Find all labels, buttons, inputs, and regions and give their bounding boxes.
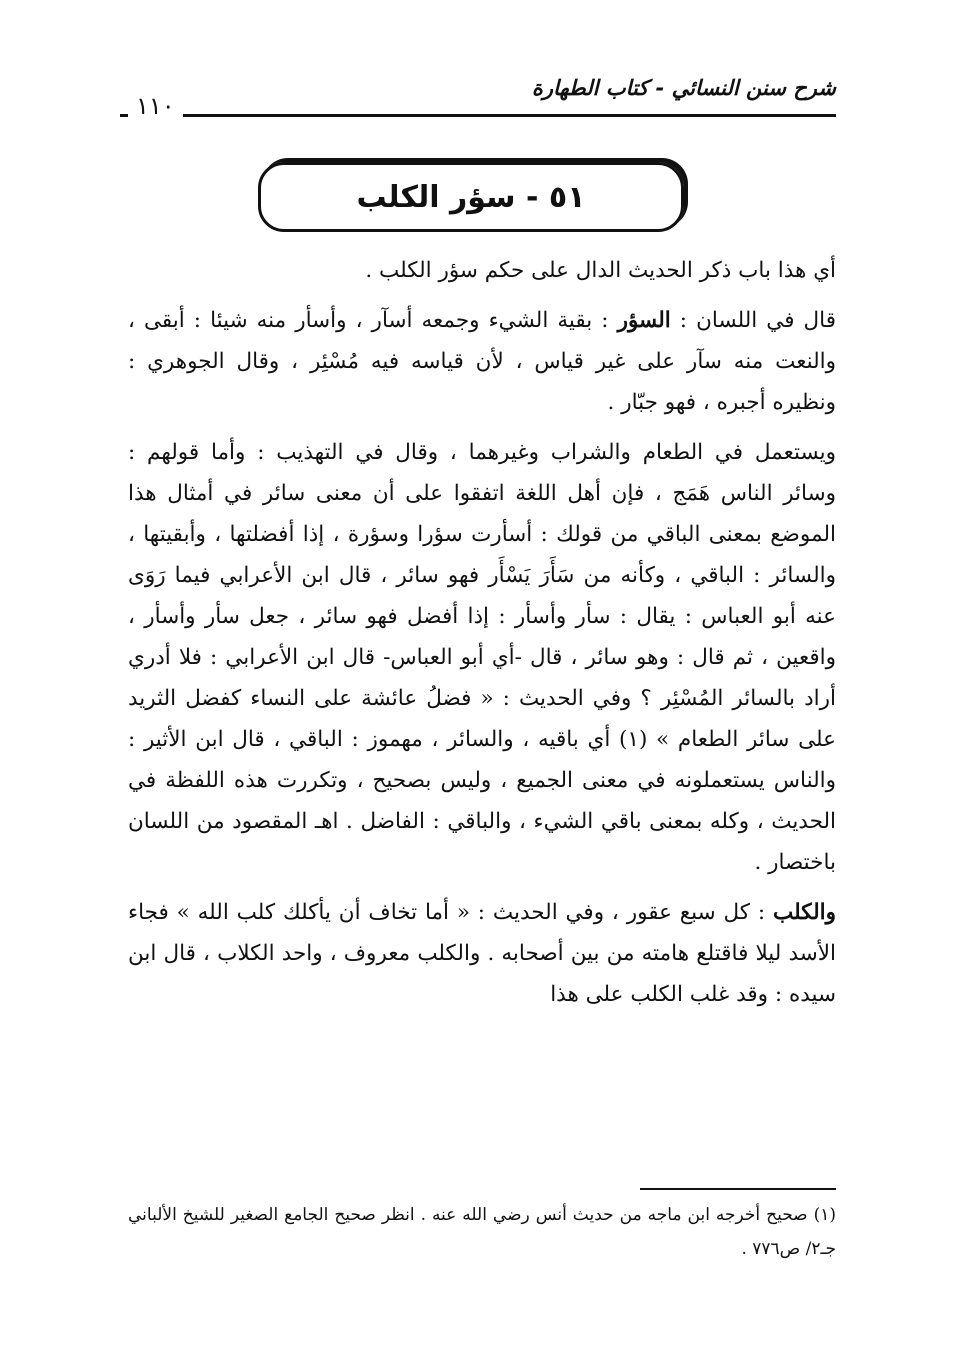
paragraph-intro (128, 250, 836, 291)
chapter-heading-box (258, 162, 684, 232)
paragraph-kalb (128, 892, 836, 1015)
paragraph-text: : بقية الشيء وجمعه أسآر ، وأسأر منه شيئا : أبقى ، والنعت منه سآر على غير قياس ، لأن قياسه فيه مُسْئِر ، وقال الجوهري : ونظيره أجبره ، فهو جبّار . (128, 308, 836, 415)
header-rule (120, 114, 836, 117)
page-number: ١١٠ (128, 92, 183, 120)
chapter-title: سؤر الكلب (356, 179, 516, 215)
body-text (128, 250, 836, 1024)
chapter-heading (357, 180, 586, 215)
chapter-number: ٥١ - (525, 179, 586, 215)
paragraph-text: ويستعمل في الطعام والشراب وغيرهما ، وقال في التهذيب : وأما قولهم : وسائر الناس هَمَج ، فإن أهل اللغة اتفقوا على أن معنى سائر في أمثال هذا الموضع بمعنى الباقي من قولك : أسأرت سؤرا وسؤرة ، إذا أفضلتها ، وأبقيتها ، والسائر : الباقي ، وكأنه من سَأَرَ يَسْأَر فهو سائر ، قال ابن الأعرابي فيما رَوَى عنه أبو العباس : يقال : سأر وأسأر : إذا أفضل فهو سائر ، جعل سأر وأسأر ، واقعين ، ثم قال : وهو سائر ، قال -أي أبو العباس- قال ابن الأعرابي : فلا أدري أراد بالسائر المُسْئِر ؟ وفي الحديث : « فضلُ عائشة على النساء كفضل الثريد على سائر الطعام » (١) أي باقيه ، والسائر ، مهموز : الباقي ، قال ابن الأثير : والناس يستعملونه في معنى الجميع ، وليس بصحيح ، وتكررت هذه اللفظة في الحديث ، وكله بمعنى باقي الشيء ، والباقي : الفاضل . اهـ المقصود من اللسان باختصار . (128, 440, 836, 875)
paragraph-lisan (128, 300, 836, 423)
paragraph-text: أي هذا باب ذكر الحديث الدال على حكم سؤر الكلب . (365, 258, 836, 283)
running-title: شرح سنن النسائي - كتاب الطهارة (531, 76, 836, 100)
paragraph-lead: قال في اللسان : (670, 308, 836, 333)
headword: والكلب (772, 900, 836, 925)
paragraph-text: : كل سبع عقور ، وفي الحديث : « أما تخاف أن يأكلك كلب الله » فجاء الأسد ليلا فاقتلع هامته من بين أصحابه . والكلب معروف ، واحد الكلاب ، قال ابن سيده : وقد غلب الكلب على هذا (128, 900, 836, 1007)
running-header (120, 70, 836, 122)
footnote: (١) صحيح أخرجه ابن ماجه من حديث أنس رضي الله عنه . انظر صحيح الجامع الصغير للشيخ الألباني جـ٢/ ص٧٧٦ . (128, 1205, 836, 1259)
footnote-rule (640, 1188, 836, 1190)
paragraph-tahdhib (128, 432, 836, 883)
headword: السؤر (617, 308, 671, 333)
